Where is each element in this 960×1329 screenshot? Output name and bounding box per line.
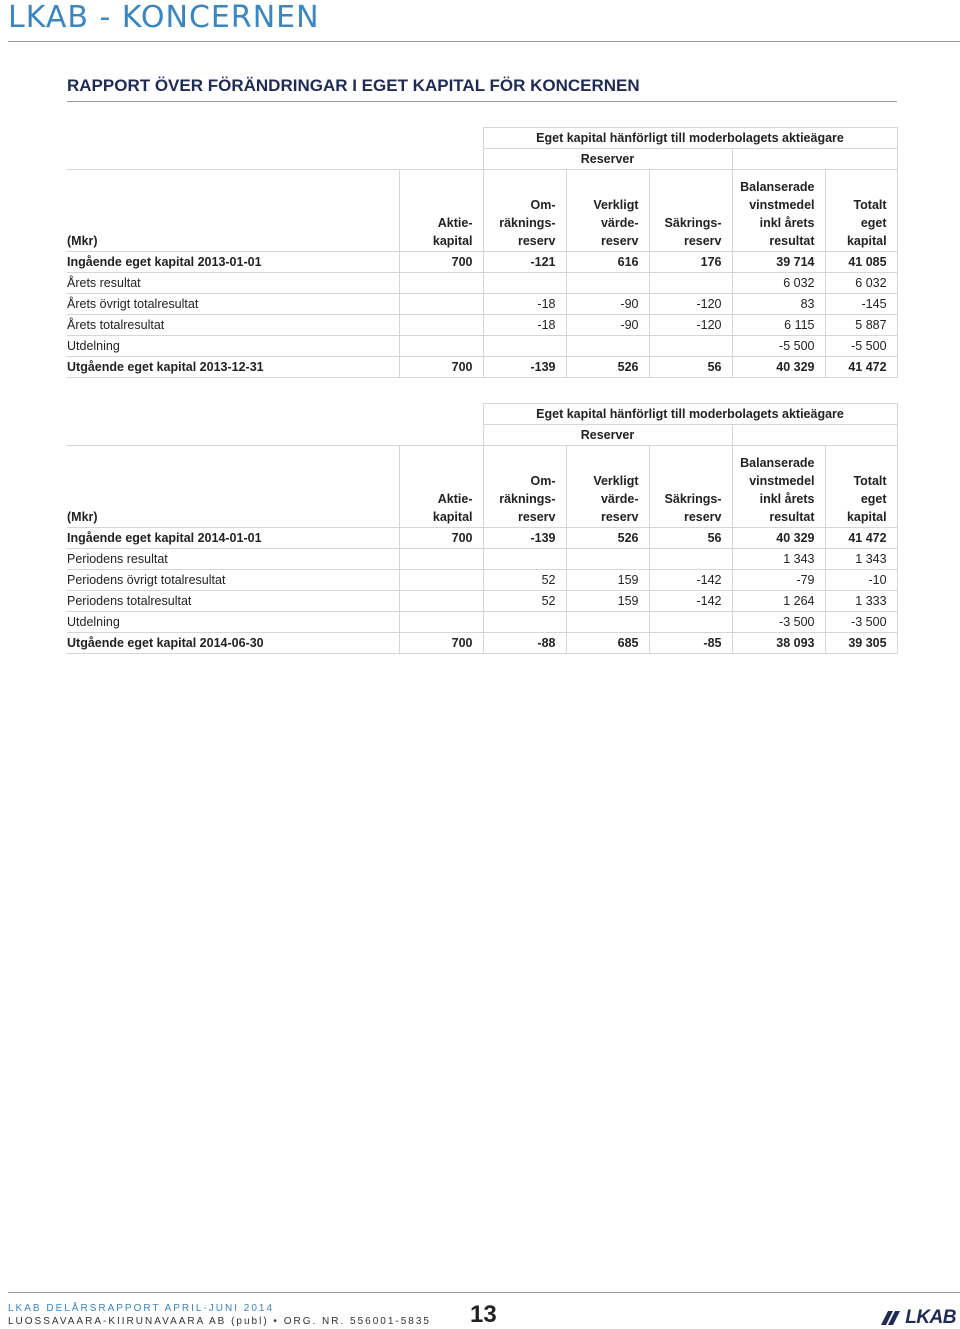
table-cell: 41 472 [825,357,897,378]
table-row [67,273,897,294]
table-cell [399,294,483,315]
table-cell: -139 [483,528,566,549]
table-row [67,549,897,570]
table-cell [483,273,566,294]
table-row [67,570,897,591]
table-cell: 685 [566,633,649,654]
row-label: Årets resultat [67,273,399,294]
table-cell: 700 [399,357,483,378]
table-cell: 56 [649,357,732,378]
table-cell [649,612,732,633]
reserves-header: Reserver [483,149,732,170]
table-cell: 1 264 [732,591,825,612]
table-cell: 6 032 [732,273,825,294]
footer-report-name: LKAB DELÅRSRAPPORT APRIL-JUNI 2014 [8,1303,275,1314]
table-row [67,357,897,378]
column-header: Aktie- kapital [399,446,483,528]
column-header: Om- räknings- reserv [483,446,566,528]
table-cell: 700 [399,528,483,549]
table-cell: 39 305 [825,633,897,654]
table-cell: -5 500 [732,336,825,357]
footer-divider [8,1292,960,1293]
table-cell: -3 500 [825,612,897,633]
row-label: Utgående eget kapital 2013-12-31 [67,357,399,378]
row-label: Årets totalresultat [67,315,399,336]
table-cell [483,612,566,633]
column-header: Totalt eget kapital [825,170,897,252]
table-cell: -18 [483,294,566,315]
table-cell: 56 [649,528,732,549]
table-cell: -18 [483,315,566,336]
report-title: RAPPORT ÖVER FÖRÄNDRINGAR I EGET KAPITAL FÖR KONCERNEN [67,76,640,95]
table-cell: 526 [566,528,649,549]
row-label: Periodens övrigt totalresultat [67,570,399,591]
table-cell: -120 [649,315,732,336]
table-cell: 41 085 [825,252,897,273]
table-row [67,315,897,336]
table-cell [399,549,483,570]
table-cell [399,273,483,294]
row-label: Årets övrigt totalresultat [67,294,399,315]
table-row [67,528,897,549]
table-cell: 41 472 [825,528,897,549]
section-header: LKAB - KONCERNEN [8,0,320,35]
table-cell [399,570,483,591]
table-cell [566,336,649,357]
table-cell: 6 032 [825,273,897,294]
table-cell: 159 [566,570,649,591]
column-header: Säkrings- reserv [649,170,732,252]
table-cell: -5 500 [825,336,897,357]
row-label: Periodens resultat [67,549,399,570]
table-cell: 38 093 [732,633,825,654]
table-cell: 700 [399,633,483,654]
table-cell: -90 [566,315,649,336]
row-label: Utgående eget kapital 2014-06-30 [67,633,399,654]
row-label: Utdelning [67,336,399,357]
column-header: Säkrings- reserv [649,446,732,528]
unit-header: (Mkr) [67,170,399,252]
table-cell: -142 [649,570,732,591]
table-cell: 6 115 [732,315,825,336]
table-cell: 52 [483,570,566,591]
table-row [67,294,897,315]
equity-table-2013 [67,127,898,378]
table-cell: -85 [649,633,732,654]
table-cell [649,549,732,570]
table-row [67,252,897,273]
table-row [67,633,897,654]
table-cell [566,549,649,570]
table-cell [649,273,732,294]
header-divider [8,41,960,42]
column-header: Balanserade vinstmedel inkl årets resultat [732,446,825,528]
table-cell: 5 887 [825,315,897,336]
table-cell: -139 [483,357,566,378]
table-cell [399,315,483,336]
column-header: Totalt eget kapital [825,446,897,528]
table-cell [483,336,566,357]
table-cell: 700 [399,252,483,273]
column-header: Aktie- kapital [399,170,483,252]
table-cell: -142 [649,591,732,612]
table-cell: 1 343 [825,549,897,570]
table-cell: 526 [566,357,649,378]
table-cell: 40 329 [732,528,825,549]
group-header: Eget kapital hänförligt till moderbolagets aktieägare [483,128,897,149]
lkab-logo-mark-icon [879,1309,903,1327]
table-cell: -90 [566,294,649,315]
table-cell [566,273,649,294]
table-cell [649,336,732,357]
row-label: Ingående eget kapital 2013-01-01 [67,252,399,273]
row-label: Utdelning [67,612,399,633]
group-header: Eget kapital hänförligt till moderbolagets aktieägare [483,404,897,425]
table-cell: 40 329 [732,357,825,378]
table-cell: 616 [566,252,649,273]
row-label: Ingående eget kapital 2014-01-01 [67,528,399,549]
table-cell: -120 [649,294,732,315]
table-cell: 1 333 [825,591,897,612]
table-cell: 176 [649,252,732,273]
table-cell: -10 [825,570,897,591]
unit-header: (Mkr) [67,446,399,528]
table-cell: -88 [483,633,566,654]
table-cell: -3 500 [732,612,825,633]
table-cell: -121 [483,252,566,273]
equity-table-2014 [67,403,898,654]
logo-text: LKAB [905,1307,956,1328]
table-cell [399,612,483,633]
table-row [67,612,897,633]
table-cell [483,549,566,570]
column-header: Verkligt värde- reserv [566,446,649,528]
table-cell: -145 [825,294,897,315]
page-number: 13 [470,1301,497,1328]
table-cell: -79 [732,570,825,591]
title-divider [67,101,897,102]
table-cell [399,591,483,612]
table-cell: 39 714 [732,252,825,273]
table-row [67,591,897,612]
table-cell: 159 [566,591,649,612]
row-label: Periodens totalresultat [67,591,399,612]
table-cell: 52 [483,591,566,612]
table-cell [399,336,483,357]
table-row [67,336,897,357]
column-header: Om- räknings- reserv [483,170,566,252]
reserves-header: Reserver [483,425,732,446]
table-cell: 1 343 [732,549,825,570]
lkab-logo [879,1307,956,1329]
table-cell: 83 [732,294,825,315]
footer-company: LUOSSAVAARA-KIIRUNAVAARA AB (publ) • ORG. NR. 556001-5835 [8,1316,431,1327]
column-header: Balanserade vinstmedel inkl årets resultat [732,170,825,252]
table-cell [566,612,649,633]
column-header: Verkligt värde- reserv [566,170,649,252]
